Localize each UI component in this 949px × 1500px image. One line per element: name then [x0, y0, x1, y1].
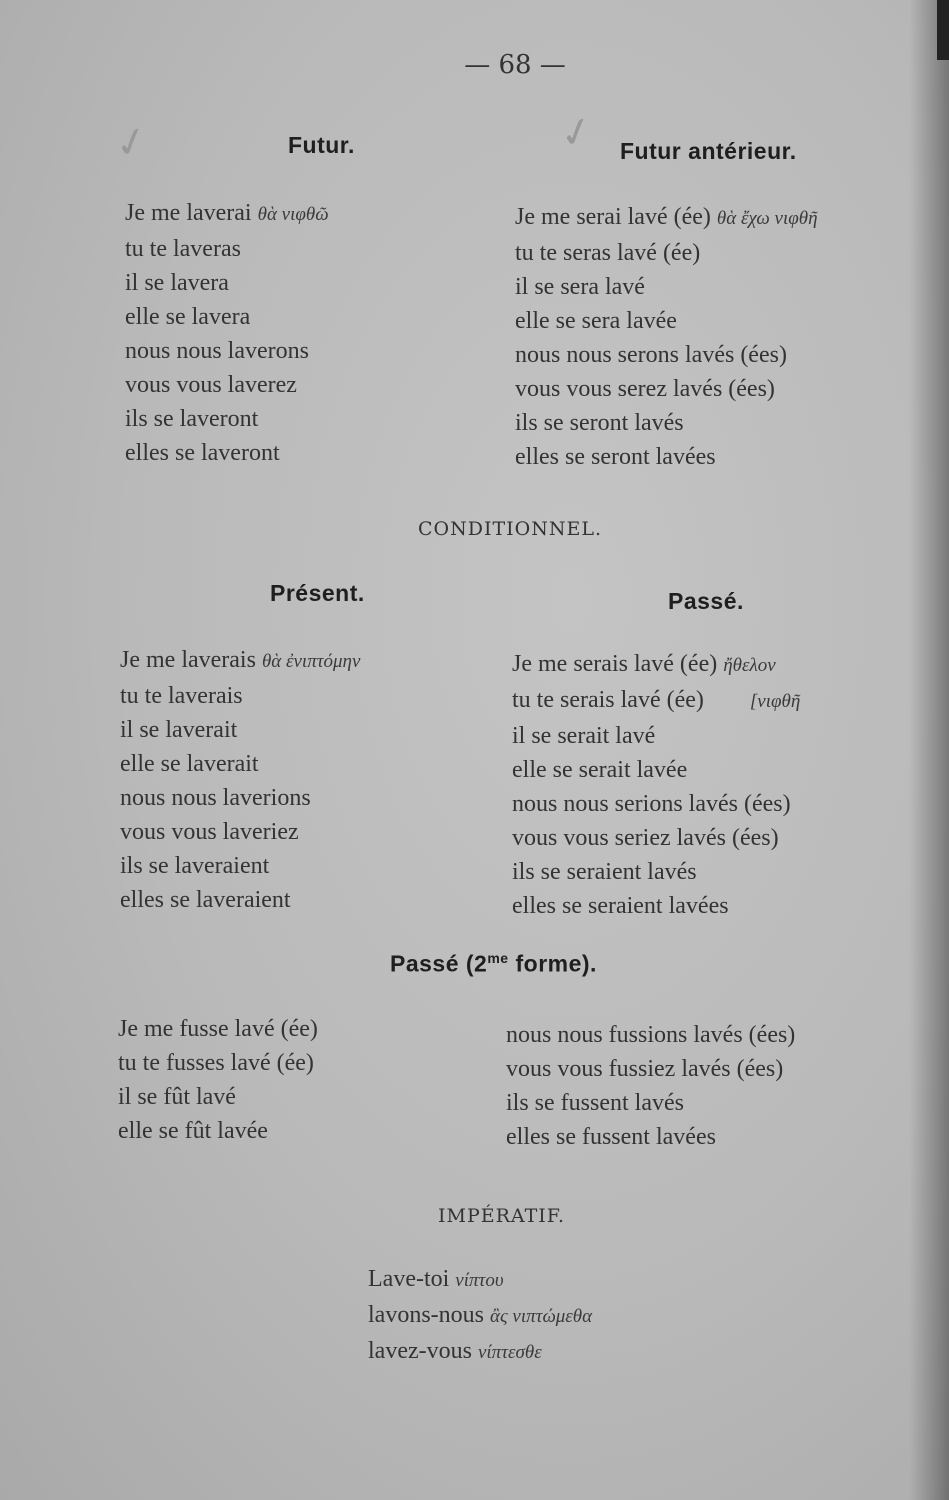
conjugation-line: Je me serai lavé (ée) θὰ ἔχω νιφθῆ	[515, 204, 818, 230]
conjugation-line: vous vous fussiez lavés (ées)	[506, 1056, 784, 1082]
conjugation-line: elles se laveraient	[120, 887, 291, 913]
conjugation-line: ils se laveront	[125, 406, 259, 432]
futur-heading: Futur.	[288, 132, 355, 158]
conjugation-line: lavez-vous νίπτεσθε	[368, 1338, 542, 1364]
conjugation-line: tu te fusses lavé (ée)	[118, 1050, 314, 1076]
conjugation-line: elle se serait lavée	[512, 757, 688, 783]
conjugation-line: ils se seront lavés	[515, 410, 684, 436]
conjugation-line: elle se fût lavée	[118, 1118, 268, 1144]
pencil-check-mark-icon: ✓	[109, 116, 154, 170]
conjugation-line: ils se seraient lavés	[512, 859, 697, 885]
conjugation-line: tu te serais lavé (ée) [νιφθῆ	[512, 687, 801, 713]
page-edge-shadow	[909, 0, 949, 1500]
conjugation-line: Je me serais lavé (ée) ἤθελον	[512, 651, 776, 677]
passe-2e-forme-right-column	[506, 1018, 795, 1154]
conjugation-line: elles se seraient lavées	[512, 893, 729, 919]
conjugation-line: elles se seront lavées	[515, 444, 716, 470]
present-column	[120, 643, 360, 917]
present-heading: Présent.	[270, 580, 365, 606]
conjugation-line: vous vous seriez lavés (ées)	[512, 825, 779, 851]
imperatif-column	[368, 1262, 592, 1370]
conjugation-line: lavons-nous ἂς νιπτώμεθα	[368, 1302, 593, 1328]
conjugation-line: tu te laverais	[120, 683, 243, 709]
conjugation-line: Je me laverais θὰ ἐνιπτόμην	[120, 647, 361, 673]
conjugation-line: il se sera lavé	[515, 274, 645, 300]
passe-column	[512, 647, 800, 923]
futur-column	[125, 196, 329, 470]
conjugation-line: Je me fusse lavé (ée)	[118, 1016, 318, 1042]
conjugation-line: elle se sera lavée	[515, 308, 677, 334]
conjugation-line: ils se fussent lavés	[506, 1090, 684, 1116]
conjugation-line: elle se laverait	[120, 751, 259, 777]
conjugation-line: tu te laveras	[125, 236, 241, 262]
passe-2e-forme-left-column	[118, 1012, 318, 1148]
futur-anterieur-heading: Futur antérieur.	[620, 138, 797, 164]
conjugation-line: vous vous laverez	[125, 372, 297, 398]
conjugation-line: Lave-toi νίπτου	[368, 1266, 504, 1292]
conjugation-line: il se serait lavé	[512, 723, 656, 749]
pencil-check-mark-icon: ✓	[554, 106, 599, 160]
conjugation-line: nous nous serons lavés (ées)	[515, 342, 787, 368]
conjugation-line: vous vous laveriez	[120, 819, 299, 845]
conjugation-line: nous nous serions lavés (ées)	[512, 791, 791, 817]
conjugation-line: nous nous fussions lavés (ées)	[506, 1022, 796, 1048]
conjugation-line: ils se laveraient	[120, 853, 270, 879]
conjugation-line: il se laverait	[120, 717, 238, 743]
conjugation-line: elle se lavera	[125, 304, 251, 330]
imperatif-title: IMPÉRATIF.	[438, 1205, 566, 1227]
conjugation-line: elles se fussent lavées	[506, 1124, 716, 1150]
page-number: — 68 —	[464, 50, 566, 80]
futur-anterieur-column	[515, 200, 818, 474]
conjugation-line: il se fût lavé	[118, 1084, 236, 1110]
conjugation-line: elles se laveront	[125, 440, 280, 466]
conjugation-line: tu te seras lavé (ée)	[515, 240, 701, 266]
conjugation-line: nous nous laverions	[120, 785, 311, 811]
conjugation-line: vous vous serez lavés (ées)	[515, 376, 775, 402]
conjugation-line: il se lavera	[125, 270, 229, 296]
conjugation-line: Je me laverai θὰ νιφθῶ	[125, 200, 329, 226]
passe-2e-forme-heading: Passé ($2^{me}$ forme).	[390, 950, 597, 977]
conditionnel-title: CONDITIONNEL.	[418, 518, 603, 540]
passe-heading: Passé.	[668, 588, 744, 614]
conjugation-line: nous nous laverons	[125, 338, 309, 364]
